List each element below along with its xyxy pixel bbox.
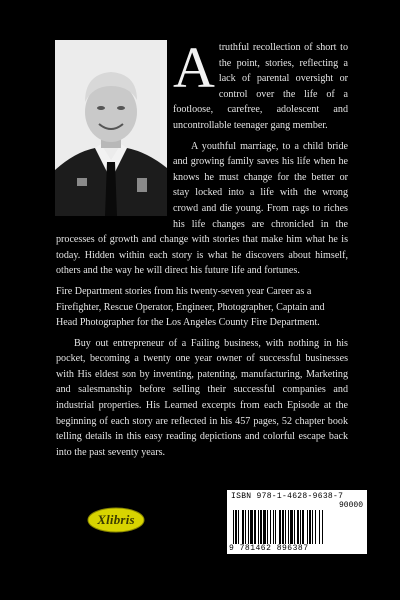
barcode-bar bbox=[233, 510, 234, 544]
barcode-bar bbox=[307, 510, 308, 544]
barcode-bar bbox=[294, 510, 295, 544]
barcode-bar bbox=[315, 510, 316, 544]
barcode-bar bbox=[254, 510, 256, 544]
barcode-bar bbox=[242, 510, 244, 544]
barcode-bars bbox=[231, 510, 363, 544]
drop-cap: A bbox=[173, 35, 215, 100]
barcode-bar bbox=[248, 510, 249, 544]
barcode-bar bbox=[267, 510, 268, 544]
barcode-bar bbox=[322, 510, 323, 544]
photo-spacer bbox=[56, 40, 173, 229]
publisher-name: Xlibris bbox=[97, 512, 135, 527]
barcode-bar bbox=[245, 510, 246, 544]
barcode-bar bbox=[285, 510, 286, 544]
paragraph-4: Buy out entrepreneur of a Failing business, with nothing in his pocket, becoming a twenty one year owner of successful businesses with His eldest son by inventing, patenting, manufacturing, Marketing and salesmanship before selling their successful companies and industrial properties. His Learned excerpts from each Episode at the beginning of each story are reflected in his 457 pages, 52 chapter book telling details in this easy reading depictions and colorful escape back into the past seventy years. bbox=[56, 337, 348, 458]
barcode-bar bbox=[309, 510, 311, 544]
barcode-bar bbox=[275, 510, 276, 544]
barcode-bar bbox=[297, 510, 299, 544]
paragraph-1-text: truthful recollection of short to the point, stories, reflecting a lack of parental oversight or control over the life of a footloose, carefree, adolescent and uncontrollable teenager gang member. bbox=[173, 42, 348, 131]
isbn-text: ISBN 978-1-4628-9638-7 bbox=[231, 492, 344, 501]
isbn-barcode bbox=[227, 490, 367, 554]
barcode-bar bbox=[290, 510, 293, 544]
barcode-bar bbox=[319, 510, 320, 544]
barcode-bar bbox=[263, 510, 266, 544]
barcode-bar bbox=[250, 510, 253, 544]
barcode-bar bbox=[312, 510, 313, 544]
barcode-bar bbox=[260, 510, 262, 544]
barcode-bar bbox=[302, 510, 304, 544]
barcode-bar bbox=[279, 510, 281, 544]
barcode-bar bbox=[273, 510, 274, 544]
barcode-bar bbox=[238, 510, 239, 544]
paragraph-2: A youthful marriage, to a child bride and growing family saves his life when he knows he must change for the better or stay locked into a life with the wrong crowd and die young. From rags to riches his life changes are chronicled in the processes of growth and change with stories that make him what he is today. Hidden within each story is what he discovers about himself, others and the way he will direct his future life and fortunes. bbox=[56, 140, 348, 277]
barcode-bar bbox=[288, 510, 289, 544]
barcode-bar bbox=[258, 510, 259, 544]
ean-digits: 9 781462 896387 bbox=[229, 544, 309, 553]
barcode-bar bbox=[235, 510, 237, 544]
publisher-logo bbox=[86, 505, 146, 535]
barcode-bar bbox=[300, 510, 301, 544]
barcode-bar bbox=[282, 510, 284, 544]
paragraph-3: Fire Department stories from his twenty-seven year Career as a Firefighter, Rescue Operator, Engineer, Photographer, Captain and Head Photographer for the Los Angeles County Fire Department. bbox=[56, 285, 325, 329]
blurb-text bbox=[56, 35, 348, 465]
barcode-bar bbox=[270, 510, 271, 544]
price-code: 90000 bbox=[338, 501, 363, 510]
